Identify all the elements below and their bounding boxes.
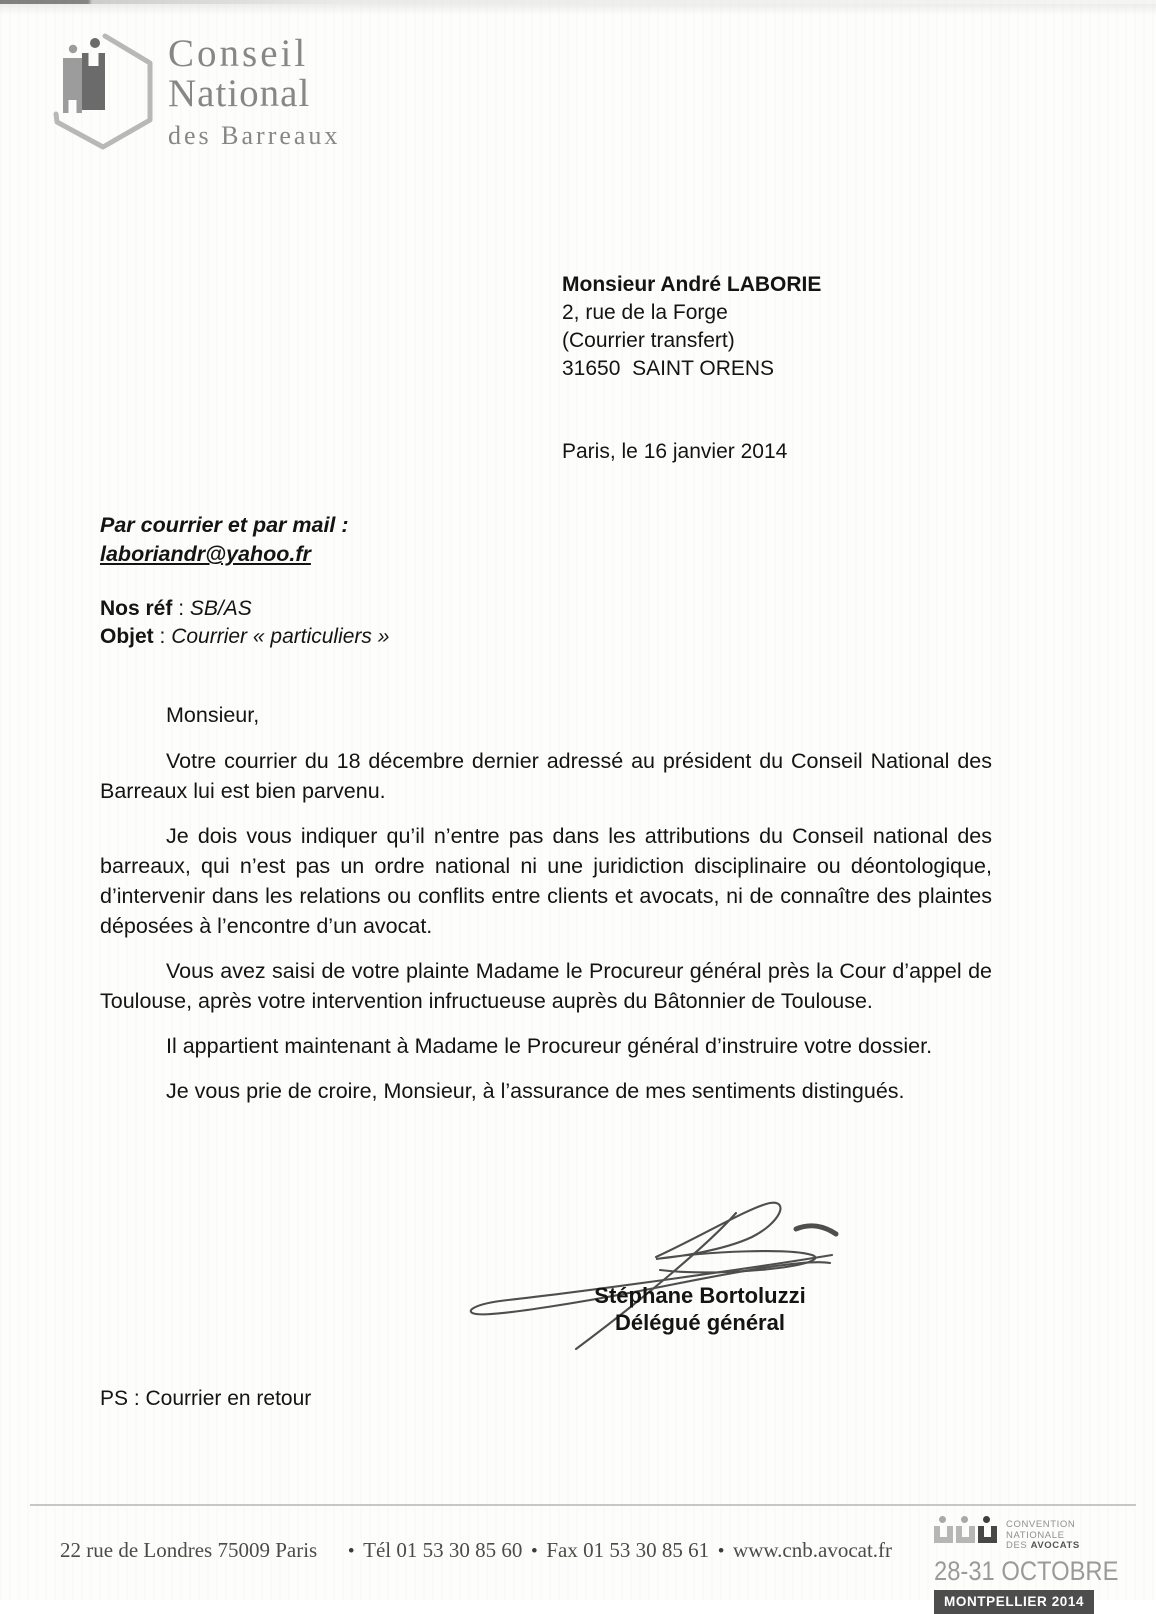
signatory [550,1282,850,1336]
subject-colon: : [153,625,172,648]
paragraph-2: Je dois vous indiquer qu’il n’entre pas dans les attributions du Conseil national des barreaux, qui n’est pas un ordre national ni une juridiction disciplinaire ou déontologique, d’intervenir dans les relations ou conflits entre clients et avocats, ni de connaître des plaintes déposées à l’encontre d’un avocat. [100,824,992,938]
convention-title-line1: CONVENTION [1006,1519,1076,1530]
subject-label: Objet [100,625,154,648]
org-name-line3: des Barreaux [168,121,341,150]
references-block [100,595,389,651]
convention-badge [934,1516,1144,1614]
convention-title-line2: NATIONALE [1006,1529,1065,1541]
convention-title-des: DES [1006,1540,1031,1551]
recipient-name: Monsieur André LABORIE [562,273,822,296]
letter-body [100,700,992,1121]
convention-title-line3 [1006,1541,1080,1552]
paragraph-5: Je vous prie de croire, Monsieur, à l’assurance de mes sentiments distingués. [166,1079,905,1103]
dateline: Paris, le 16 janvier 2014 [562,440,788,463]
reference-colon: : [172,597,190,620]
subject-value: Courrier « particuliers » [171,625,390,648]
postscript: PS : Courrier en retour [100,1387,312,1410]
footer-contact-line [60,1538,892,1563]
recipient-street: 2, rue de la Forge [562,301,728,324]
signature-block [460,1193,860,1358]
reference-label: Nos réf [100,597,173,620]
bullet-icon: • [718,1541,725,1560]
person-icon [934,1516,953,1543]
bullet-icon: • [531,1541,538,1560]
reference-value: SB/AS [189,597,252,620]
signatory-name: Stéphane Bortoluzzi [594,1283,806,1308]
convention-location-badge: MONTPELLIER 2014 [934,1590,1094,1614]
bullet-icon: • [348,1541,355,1560]
paragraph-4: Il appartient maintenant à Madame le Procureur général d’instruire votre dossier. [166,1034,933,1058]
delivery-block [100,511,349,569]
recipient-address-block [562,271,821,383]
convention-title-avocats: AVOCATS [1030,1540,1080,1551]
recipient-city: 31650 SAINT ORENS [562,357,775,380]
footer-tel: Tél 01 53 30 85 60 [363,1538,523,1562]
footer-website: www.cnb.avocat.fr [733,1538,893,1562]
reference-line [100,595,389,623]
footer-divider [30,1504,1136,1506]
cnb-logo-icon [46,30,158,157]
org-name [168,34,340,156]
salutation: Monsieur, [166,703,260,727]
convention-title [1006,1516,1080,1552]
paragraph-1: Votre courrier du 18 décembre dernier adressé au président du Conseil National des Barreaux lui est bien parvenu. [100,749,992,803]
paragraph-3: Vous avez saisi de votre plainte Madame le Procureur général près la Cour d’appel de Toulouse, après votre intervention infructueuse auprès du Bâtonnier de Toulouse. [100,959,992,1013]
scan-artifact-fade [0,4,1156,15]
subject-line [100,623,389,651]
person-icon [956,1516,975,1543]
delivery-method: Par courrier et par mail : [100,513,349,537]
recipient-email: laboriandr@yahoo.fr [100,542,311,566]
recipient-note: (Courrier transfert) [562,329,735,352]
signatory-title: Délégué général [615,1310,785,1335]
org-name-line2: National [168,72,311,115]
footer-fax: Fax 01 53 30 85 61 [546,1538,710,1562]
convention-dates: 28-31 OCTOBRE [934,1555,1119,1586]
footer-address: 22 rue de Londres 75009 Paris [60,1538,318,1562]
person-icon [978,1516,997,1543]
org-name-line1: Conseil [168,32,309,75]
